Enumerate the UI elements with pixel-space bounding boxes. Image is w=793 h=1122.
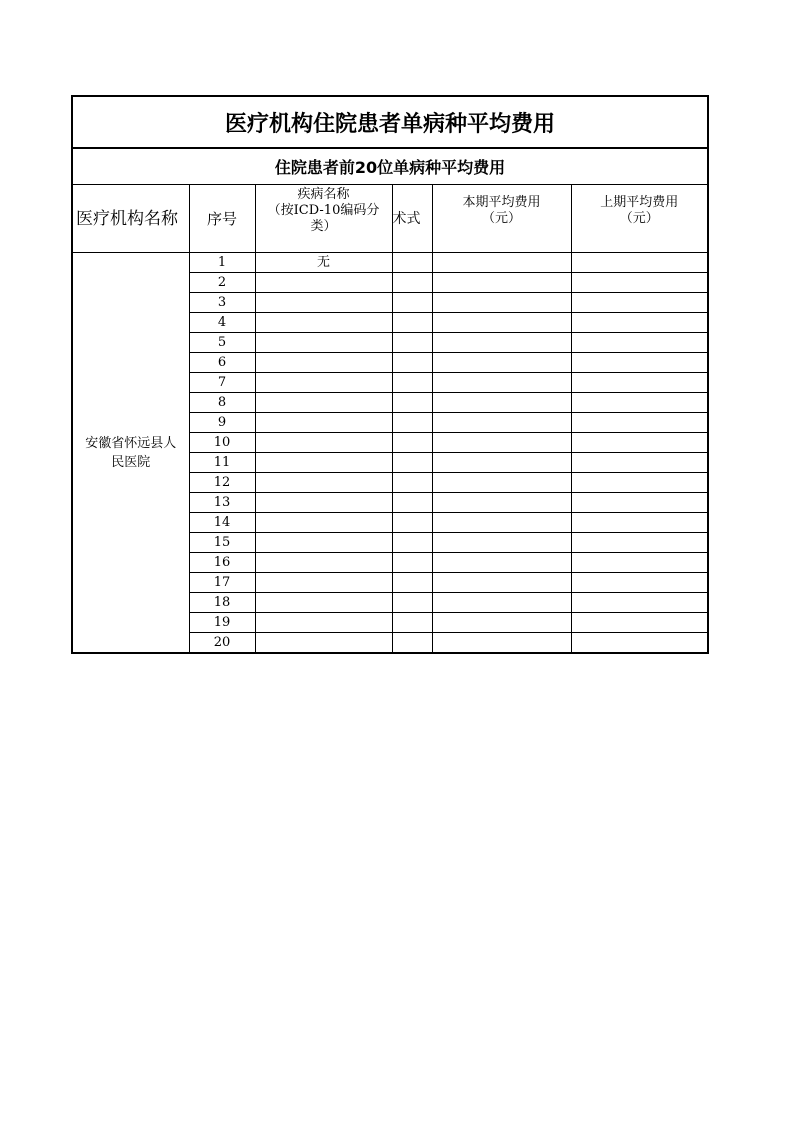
current-fee-cell bbox=[432, 373, 571, 393]
disease-cell bbox=[255, 613, 392, 633]
disease-cell bbox=[255, 273, 392, 293]
surgery-cell bbox=[392, 453, 432, 473]
previous-fee-cell bbox=[571, 373, 708, 393]
current-fee-cell bbox=[432, 633, 571, 654]
header-previous-fee bbox=[571, 185, 708, 253]
disease-cell bbox=[255, 333, 392, 353]
fee-table bbox=[71, 95, 709, 654]
previous-fee-cell bbox=[571, 593, 708, 613]
disease-cell bbox=[255, 453, 392, 473]
current-fee-cell bbox=[432, 333, 571, 353]
header-current-fee-line1: 本期平均费用 bbox=[462, 195, 541, 210]
surgery-cell bbox=[392, 533, 432, 553]
previous-fee-cell bbox=[571, 453, 708, 473]
seq-cell: 16 bbox=[189, 553, 255, 573]
surgery-cell bbox=[392, 313, 432, 333]
header-disease-line1: 疾病名称 bbox=[297, 187, 350, 202]
header-surgery: 术式 bbox=[392, 185, 432, 253]
disease-cell bbox=[255, 493, 392, 513]
header-row bbox=[72, 185, 708, 253]
previous-fee-cell bbox=[571, 633, 708, 654]
surgery-cell bbox=[392, 513, 432, 533]
current-fee-cell bbox=[432, 253, 571, 273]
seq-cell: 9 bbox=[189, 413, 255, 433]
current-fee-cell bbox=[432, 533, 571, 553]
table-subtitle: 住院患者前20位单病种平均费用 bbox=[72, 148, 708, 185]
org-name-line1: 安徽省怀远县人 bbox=[85, 435, 177, 451]
header-previous-fee-line1: 上期平均费用 bbox=[600, 195, 679, 210]
previous-fee-cell bbox=[571, 493, 708, 513]
disease-cell bbox=[255, 313, 392, 333]
current-fee-cell bbox=[432, 513, 571, 533]
current-fee-cell bbox=[432, 293, 571, 313]
surgery-cell bbox=[392, 253, 432, 273]
current-fee-cell bbox=[432, 613, 571, 633]
disease-cell bbox=[255, 593, 392, 613]
previous-fee-cell bbox=[571, 433, 708, 453]
surgery-cell bbox=[392, 413, 432, 433]
previous-fee-cell bbox=[571, 413, 708, 433]
previous-fee-cell bbox=[571, 253, 708, 273]
surgery-cell bbox=[392, 293, 432, 313]
seq-cell: 13 bbox=[189, 493, 255, 513]
header-disease-line3: 类） bbox=[310, 219, 337, 234]
surgery-cell bbox=[392, 433, 432, 453]
previous-fee-cell bbox=[571, 313, 708, 333]
current-fee-cell bbox=[432, 453, 571, 473]
previous-fee-cell bbox=[571, 273, 708, 293]
seq-cell: 6 bbox=[189, 353, 255, 373]
disease-cell bbox=[255, 513, 392, 533]
header-previous-fee-line2: （元） bbox=[619, 211, 659, 226]
previous-fee-cell bbox=[571, 473, 708, 493]
surgery-cell bbox=[392, 573, 432, 593]
current-fee-cell bbox=[432, 393, 571, 413]
seq-cell: 8 bbox=[189, 393, 255, 413]
disease-cell bbox=[255, 393, 392, 413]
current-fee-cell bbox=[432, 433, 571, 453]
header-seq: 序号 bbox=[189, 185, 255, 253]
disease-cell bbox=[255, 353, 392, 373]
header-disease bbox=[255, 185, 392, 253]
seq-cell: 2 bbox=[189, 273, 255, 293]
seq-cell: 17 bbox=[189, 573, 255, 593]
previous-fee-cell bbox=[571, 573, 708, 593]
current-fee-cell bbox=[432, 493, 571, 513]
header-org-name: 医疗机构名称 bbox=[72, 185, 189, 253]
surgery-cell bbox=[392, 273, 432, 293]
header-current-fee-line2: （元） bbox=[481, 211, 521, 226]
seq-cell: 12 bbox=[189, 473, 255, 493]
disease-cell bbox=[255, 373, 392, 393]
seq-cell: 1 bbox=[189, 253, 255, 273]
previous-fee-cell bbox=[571, 513, 708, 533]
header-current-fee bbox=[432, 185, 571, 253]
seq-cell: 3 bbox=[189, 293, 255, 313]
disease-cell bbox=[255, 473, 392, 493]
surgery-cell bbox=[392, 333, 432, 353]
current-fee-cell bbox=[432, 593, 571, 613]
current-fee-cell bbox=[432, 553, 571, 573]
disease-cell bbox=[255, 633, 392, 654]
surgery-cell bbox=[392, 553, 432, 573]
header-disease-line2: （按ICD-10编码分 bbox=[267, 203, 380, 218]
previous-fee-cell bbox=[571, 333, 708, 353]
surgery-cell bbox=[392, 493, 432, 513]
seq-cell: 14 bbox=[189, 513, 255, 533]
seq-cell: 18 bbox=[189, 593, 255, 613]
previous-fee-cell bbox=[571, 533, 708, 553]
org-name-line2: 民医院 bbox=[111, 454, 151, 470]
current-fee-cell bbox=[432, 473, 571, 493]
surgery-cell bbox=[392, 353, 432, 373]
disease-cell bbox=[255, 433, 392, 453]
current-fee-cell bbox=[432, 413, 571, 433]
table-row bbox=[72, 253, 708, 273]
seq-cell: 10 bbox=[189, 433, 255, 453]
disease-cell bbox=[255, 413, 392, 433]
surgery-cell bbox=[392, 613, 432, 633]
current-fee-cell bbox=[432, 273, 571, 293]
previous-fee-cell bbox=[571, 613, 708, 633]
disease-cell bbox=[255, 553, 392, 573]
page-title: 医疗机构住院患者单病种平均费用 bbox=[72, 96, 708, 148]
seq-cell: 19 bbox=[189, 613, 255, 633]
previous-fee-cell bbox=[571, 393, 708, 413]
surgery-cell bbox=[392, 633, 432, 654]
current-fee-cell bbox=[432, 353, 571, 373]
seq-cell: 11 bbox=[189, 453, 255, 473]
org-name-cell bbox=[72, 253, 189, 654]
current-fee-cell bbox=[432, 313, 571, 333]
surgery-cell bbox=[392, 593, 432, 613]
surgery-cell bbox=[392, 473, 432, 493]
current-fee-cell bbox=[432, 573, 571, 593]
seq-cell: 15 bbox=[189, 533, 255, 553]
previous-fee-cell bbox=[571, 293, 708, 313]
disease-cell bbox=[255, 293, 392, 313]
surgery-cell bbox=[392, 373, 432, 393]
seq-cell: 20 bbox=[189, 633, 255, 654]
previous-fee-cell bbox=[571, 553, 708, 573]
seq-cell: 5 bbox=[189, 333, 255, 353]
disease-cell bbox=[255, 573, 392, 593]
disease-cell bbox=[255, 533, 392, 553]
previous-fee-cell bbox=[571, 353, 708, 373]
seq-cell: 7 bbox=[189, 373, 255, 393]
surgery-cell bbox=[392, 393, 432, 413]
seq-cell: 4 bbox=[189, 313, 255, 333]
disease-cell: 无 bbox=[255, 253, 392, 273]
